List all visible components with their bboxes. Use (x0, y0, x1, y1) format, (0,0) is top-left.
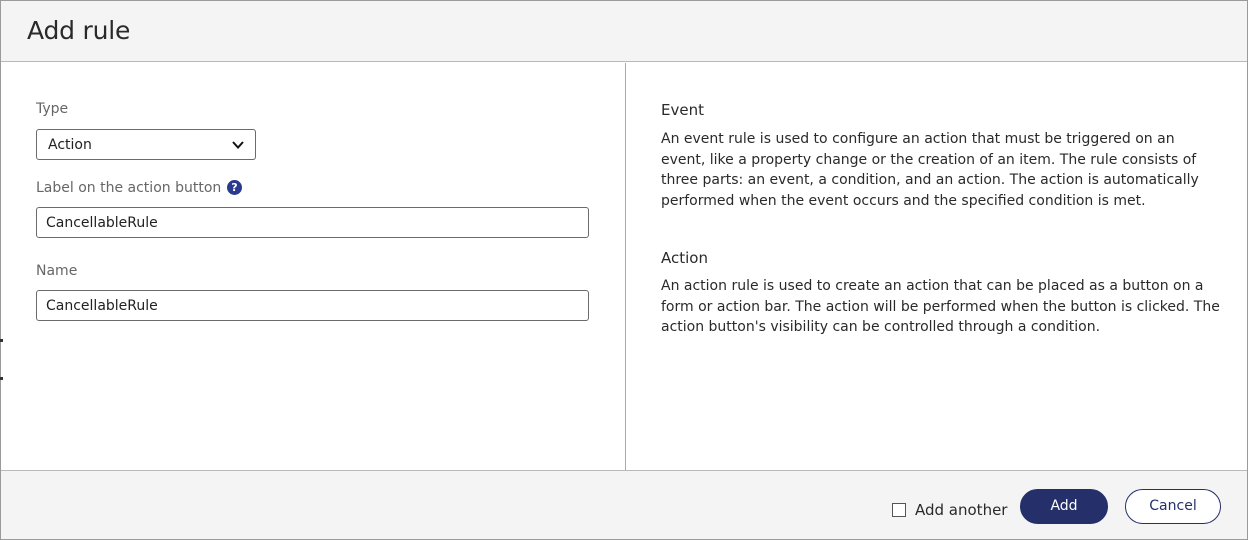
name-input[interactable] (36, 290, 589, 321)
chevron-down-icon (231, 138, 245, 152)
dialog-title: Add rule (27, 16, 131, 45)
type-label: Type (36, 101, 69, 117)
cancel-button[interactable]: Cancel (1125, 489, 1221, 524)
checkbox-icon[interactable] (892, 503, 906, 517)
help-icon[interactable]: ? (227, 180, 242, 195)
help-pane (626, 63, 1247, 470)
type-select-value: Action (48, 137, 92, 153)
action-title: Action (661, 249, 708, 267)
event-title: Event (661, 101, 704, 119)
edge-tick (0, 377, 3, 380)
form-pane (1, 63, 625, 470)
add-another-label: Add another (915, 501, 1008, 519)
dialog-header (1, 1, 1247, 62)
edge-tick (0, 339, 3, 342)
action-description: An action rule is used to create an action that can be placed as a button on a form or action bar. The action will be performed when the button is clicked. The action button's visibility can be controlled through a condition. (661, 278, 1220, 335)
add-button[interactable]: Add (1020, 489, 1108, 524)
dialog-footer (1, 470, 1247, 539)
name-label: Name (36, 263, 78, 279)
button-label-input[interactable] (36, 207, 589, 238)
button-label-label: Label on the action button (36, 180, 222, 196)
type-select[interactable] (36, 129, 256, 160)
event-description: An event rule is used to configure an action that must be triggered on an event, like a property change or the creation of an item. The rule consists of three parts: an event, a condition, and an action. The action is automatically performed when the event occurs and the specified condition is met. (661, 131, 1199, 209)
